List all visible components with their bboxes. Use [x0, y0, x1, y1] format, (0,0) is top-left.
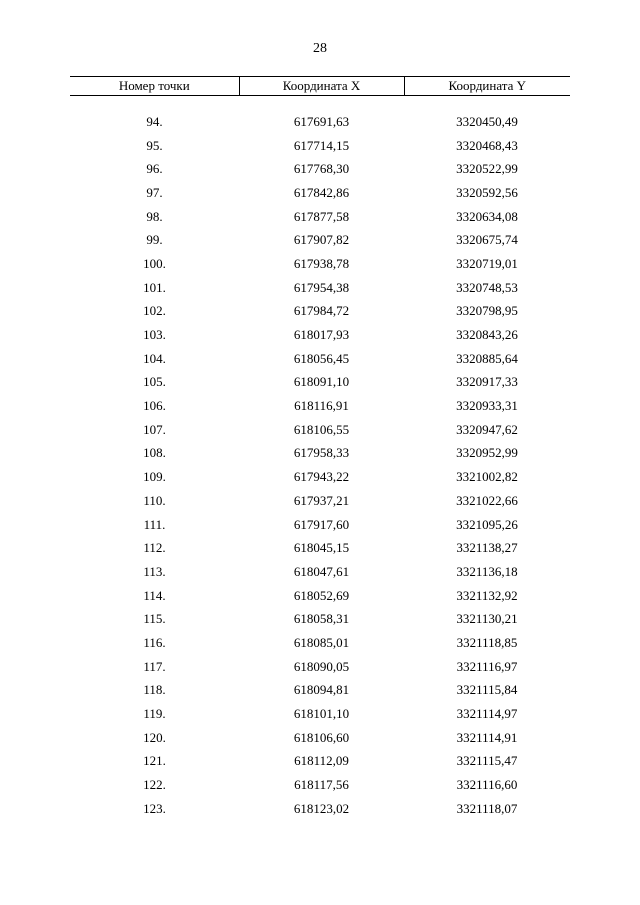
cell-coordinate-x: 617877,58: [293, 208, 350, 224]
table-row: [70, 726, 570, 750]
cell-coordinate-y: 3321114,91: [456, 729, 518, 745]
cell-coordinate-x: 618047,61: [293, 563, 350, 579]
cell-coordinate-x: 617842,86: [293, 184, 350, 200]
cell-point-number: 100.: [143, 255, 166, 271]
table-row: [70, 465, 570, 489]
cell-coordinate-x: 618052,69: [293, 587, 350, 603]
header-point-number: Номер точки: [70, 77, 239, 96]
cell-point-number: 115.: [143, 611, 166, 627]
cell-coordinate-x: 617958,33: [293, 445, 350, 461]
table-row: [70, 702, 570, 726]
cell-coordinate-y: 3321118,07: [456, 800, 518, 816]
cell-point-number: 114.: [143, 587, 166, 603]
cell-point-number: 99.: [146, 232, 163, 248]
cell-coordinate-x: 618123,02: [293, 800, 350, 816]
table-row: [70, 252, 570, 276]
cell-point-number: 97.: [146, 184, 163, 200]
cell-coordinate-x: 618112,09: [294, 753, 349, 769]
cell-coordinate-x: 617937,21: [293, 492, 350, 508]
cell-coordinate-y: 3321130,21: [456, 611, 518, 627]
cell-point-number: 111.: [143, 516, 166, 532]
cell-coordinate-y: 3320522,99: [456, 161, 518, 177]
cell-point-number: 107.: [143, 421, 166, 437]
cell-coordinate-x: 618106,60: [293, 729, 350, 745]
cell-coordinate-y: 3321136,18: [456, 563, 518, 579]
cell-coordinate-y: 3321002,82: [456, 469, 518, 485]
cell-coordinate-y: 3321138,27: [456, 540, 518, 556]
table-row: [70, 276, 570, 300]
table-row: [70, 442, 570, 466]
cell-point-number: 118.: [143, 682, 166, 698]
cell-coordinate-y: 3321022,66: [456, 492, 518, 508]
cell-coordinate-y: 3321095,26: [456, 516, 518, 532]
cell-point-number: 103.: [143, 327, 166, 343]
cell-point-number: 109.: [143, 469, 166, 485]
table-row: [70, 323, 570, 347]
cell-coordinate-x: 617954,38: [293, 279, 350, 295]
cell-coordinate-y: 3321115,47: [456, 753, 518, 769]
cell-point-number: 121.: [143, 753, 166, 769]
cell-point-number: 122.: [143, 777, 166, 793]
header-spacer: [70, 96, 570, 111]
coordinates-table: [70, 76, 570, 821]
cell-coordinate-y: 3320917,33: [456, 374, 518, 390]
header-row: [70, 77, 570, 96]
cell-point-number: 106.: [143, 398, 166, 414]
cell-coordinate-x: 618101,10: [293, 706, 350, 722]
cell-point-number: 101.: [143, 279, 166, 295]
table-row: [70, 347, 570, 371]
cell-coordinate-x: 617907,82: [293, 232, 350, 248]
cell-point-number: 95.: [146, 137, 163, 153]
table-row: [70, 300, 570, 324]
cell-point-number: 94.: [146, 113, 163, 129]
table-header: [70, 77, 570, 96]
cell-coordinate-x: 618091,10: [293, 374, 350, 390]
table-row: [70, 655, 570, 679]
cell-coordinate-y: 3320719,01: [456, 255, 518, 271]
cell-coordinate-x: 617714,15: [293, 137, 350, 153]
cell-coordinate-x: 618106,55: [293, 421, 350, 437]
table-row: [70, 157, 570, 181]
cell-coordinate-y: 3320592,56: [456, 184, 518, 200]
table-row: [70, 679, 570, 703]
cell-point-number: 102.: [143, 303, 166, 319]
table-body: [70, 96, 570, 821]
cell-point-number: 120.: [143, 729, 166, 745]
cell-coordinate-y: 3320748,53: [456, 279, 518, 295]
cell-point-number: 105.: [143, 374, 166, 390]
cell-coordinate-y: 3321116,97: [456, 658, 518, 674]
table-row: [70, 607, 570, 631]
cell-coordinate-y: 3320634,08: [456, 208, 518, 224]
cell-coordinate-x: 617691,63: [293, 113, 350, 129]
cell-coordinate-y: 3320947,62: [456, 421, 518, 437]
cell-coordinate-y: 3320843,26: [456, 327, 518, 343]
cell-coordinate-x: 617768,30: [293, 161, 350, 177]
table-row: [70, 394, 570, 418]
cell-coordinate-y: 3320885,64: [456, 350, 518, 366]
table-row: [70, 584, 570, 608]
cell-point-number: 108.: [143, 445, 166, 461]
cell-coordinate-y: 3320933,31: [456, 398, 518, 414]
cell-coordinate-x: 618117,56: [294, 777, 349, 793]
cell-point-number: 117.: [143, 658, 166, 674]
cell-coordinate-y: 3320450,49: [456, 113, 518, 129]
header-coordinate-x: Координата X: [239, 77, 404, 96]
cell-point-number: 112.: [143, 540, 166, 556]
table-row: [70, 371, 570, 395]
cell-coordinate-y: 3321118,85: [456, 634, 518, 650]
table-row: [70, 134, 570, 158]
table-row: [70, 418, 570, 442]
table-row: [70, 797, 570, 821]
cell-coordinate-y: 3321114,97: [456, 706, 518, 722]
cell-coordinate-x: 617943,22: [293, 469, 350, 485]
cell-coordinate-y: 3320468,43: [456, 137, 518, 153]
table-row: [70, 228, 570, 252]
cell-point-number: 96.: [146, 161, 163, 177]
cell-point-number: 104.: [143, 350, 166, 366]
table-row: [70, 560, 570, 584]
cell-coordinate-y: 3320952,99: [456, 445, 518, 461]
cell-coordinate-x: 617984,72: [293, 303, 350, 319]
cell-point-number: 113.: [143, 563, 166, 579]
table-row: [70, 536, 570, 560]
cell-point-number: 98.: [146, 208, 163, 224]
cell-coordinate-y: 3320675,74: [456, 232, 518, 248]
cell-point-number: 110.: [143, 492, 166, 508]
cell-coordinate-x: 618094,81: [293, 682, 350, 698]
table-row: [70, 513, 570, 537]
table-row: [70, 631, 570, 655]
cell-coordinate-x: 618058,31: [293, 611, 350, 627]
cell-coordinate-x: 618045,15: [293, 540, 350, 556]
table-row: [70, 489, 570, 513]
cell-coordinate-x: 618017,93: [293, 327, 350, 343]
table-row: [70, 110, 570, 134]
header-coordinate-y: Координата Y: [404, 77, 570, 96]
table-row: [70, 750, 570, 774]
cell-coordinate-x: 618085,01: [293, 634, 350, 650]
page-number: 28: [313, 41, 327, 56]
cell-point-number: 116.: [143, 634, 166, 650]
cell-coordinate-y: 3321115,84: [456, 682, 518, 698]
cell-point-number: 123.: [143, 800, 166, 816]
cell-coordinate-x: 618056,45: [293, 350, 350, 366]
cell-coordinate-y: 3321132,92: [456, 587, 518, 603]
table-row: [70, 773, 570, 797]
cell-coordinate-y: 3321116,60: [456, 777, 518, 793]
cell-coordinate-x: 618090,05: [293, 658, 350, 674]
table-row: [70, 181, 570, 205]
cell-coordinate-x: 618116,91: [294, 398, 349, 414]
table-row: [70, 205, 570, 229]
cell-coordinate-x: 617938,78: [293, 255, 350, 271]
cell-coordinate-x: 617917,60: [293, 516, 350, 532]
cell-point-number: 119.: [143, 706, 166, 722]
cell-coordinate-y: 3320798,95: [456, 303, 518, 319]
